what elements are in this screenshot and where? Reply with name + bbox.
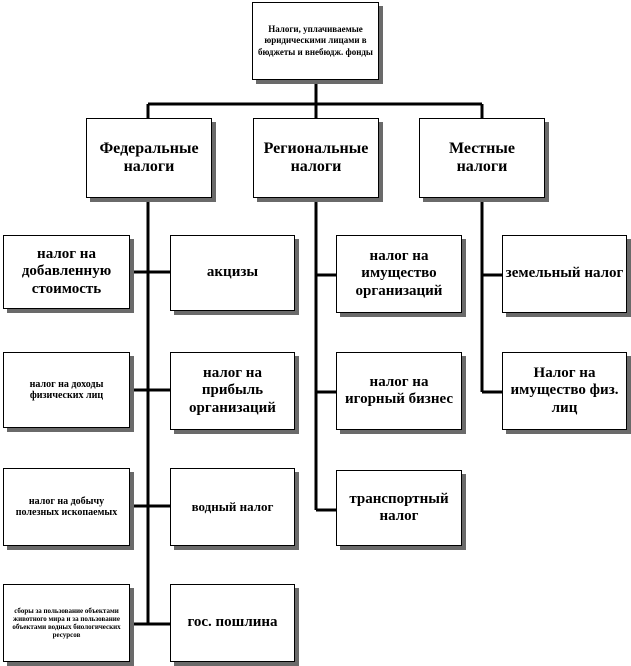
- tax-wildlife-fees: [3, 584, 130, 662]
- tax-land: [502, 235, 627, 313]
- tax-mineral-extraction-label: налог на добычу полезных ископаемых: [15, 495, 118, 518]
- root-node: [252, 2, 379, 80]
- tax-profit: [170, 352, 295, 430]
- tax-excise: [170, 235, 295, 311]
- tax-land-label: земельный налог: [505, 265, 624, 282]
- category-federal: [86, 118, 212, 198]
- tax-state-duty-label: гос. пошлина: [187, 614, 278, 631]
- tax-gambling: [336, 352, 462, 430]
- root-label: Налоги, уплачиваемые юридическими лицами в бюджеты и внебюдж. фонды: [258, 24, 373, 57]
- category-local-label: Местные налоги: [449, 139, 515, 175]
- tax-personal-property-label: Налог на имущество физ. лиц: [510, 365, 619, 416]
- tax-vat-label: налог на добавленную стоимость: [21, 246, 112, 297]
- tax-transport: [336, 470, 462, 546]
- tax-state-duty: [170, 584, 295, 662]
- tax-water-label: водный налог: [191, 498, 274, 514]
- category-federal-label: Федеральные налоги: [99, 139, 199, 175]
- tax-transport-label: транспортный налог: [349, 490, 449, 524]
- tax-wildlife-fees-label: сборы за пользование объектами животного мира и за пользование объектами водных биологических ресурсов: [12, 606, 121, 640]
- tax-org-property-label: налог на имущество организаций: [355, 248, 443, 299]
- category-local: [419, 118, 545, 198]
- category-regional: [253, 118, 379, 198]
- tax-mineral-extraction: [3, 468, 130, 546]
- tax-water: [170, 468, 295, 546]
- category-regional-label: Региональные налоги: [263, 139, 369, 175]
- tax-org-property: [336, 235, 462, 313]
- tax-personal-income-label: налог на доходы физических лиц: [29, 378, 104, 401]
- tax-gambling-label: налог на игорный бизнес: [345, 373, 453, 407]
- tax-profit-label: налог на прибыль организаций: [189, 365, 276, 416]
- tax-excise-label: акцизы: [206, 264, 259, 281]
- tax-personal-income: [3, 352, 130, 428]
- tax-personal-property: [502, 352, 627, 430]
- tax-vat: [3, 235, 130, 309]
